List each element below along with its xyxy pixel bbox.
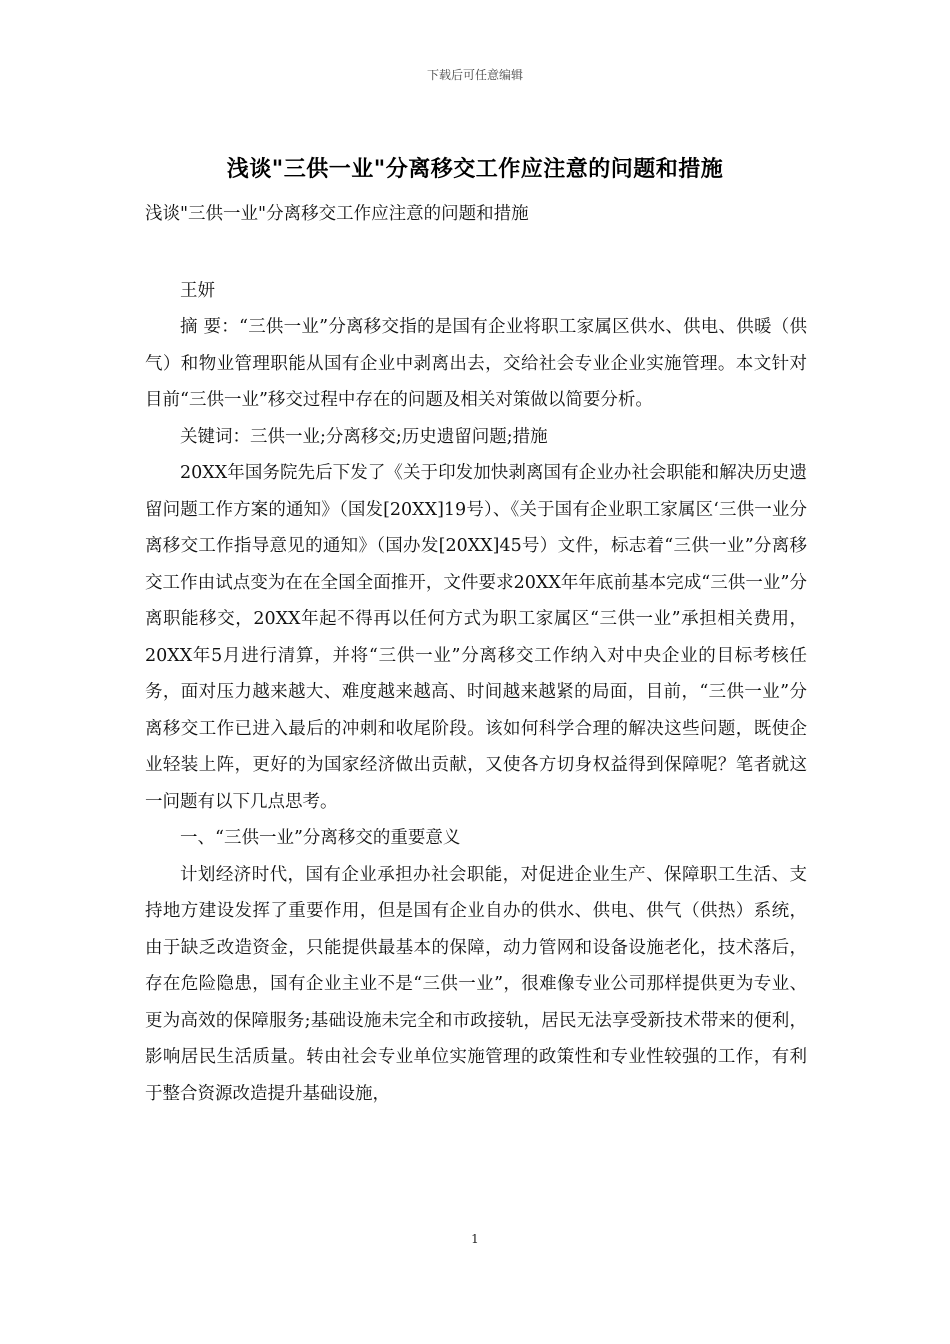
section-heading: 一、“三供一业”分离移交的重要意义 [180,828,461,848]
header-note: 下载后可任意编辑 [426,68,523,82]
blank-line [145,233,807,273]
keywords-line: 关键词：三供一业;分离移交;历史遗留问题;措施 [180,426,548,447]
page-number: 1 [471,1232,479,1246]
document-subtitle: 浅谈"三供一业"分离移交工作应注意的问题和措施 [145,204,529,224]
abstract-paragraph: 摘 要：“三供一业”分离移交指的是国有企业将职工家属区供水、供电、供暖（供气）和物业管理职能从国有企业中剥离出去，交给社会专业企业实施管理。本文针对目前“三供一业”移交过程中存在的问题及相关对策做以简要分析。 [145,317,807,410]
document-title: 浅谈"三供一业"分离移交工作应注意的问题和措施 [226,156,724,182]
body-paragraph: 计划经济时代，国有企业承担办社会职能，对促进企业生产、保障职工生活、支持地方建设发挥了重要作用，但是国有企业自办的供水、供电、供气（供热）系统，由于缺乏改造资金，只能提供最基本的保障，动力管网和设备设施老化，技术落后，存在危险隐患，国有企业主业不是“三供一业”，很难像专业公司那样提供更为专业、更为高效的保障服务;基础设施未完全和市政接轨，居民无法享受新技术带来的便利，影响居民生活质量。转由社会专业单位实施管理的政策性和专业性较强的工作，有利于整合资源改造提升基础设施， [145,864,807,1104]
author-name: 王妍 [180,280,215,301]
document-body [145,196,807,1112]
body-paragraph: 20XX年国务院先后下发了《关于印发加快剥离国有企业办社会职能和解决历史遗留问题工作方案的通知》（国发[20XX]19号）、《关于国有企业职工家属区‘三供一业分离移交工作指导意见的通知》（国办发[20XX]45号）文件，标志着“三供一业”分离移交工作由试点变为在在全国全面推开，文件要求20XX年年底前基本完成“三供一业”分离职能移交，20XX年起不得再以任何方式为职工家属区“三供一业”承担相关费用，20XX年5月进行清算，并将“三供一业”分离移交工作纳入对中央企业的目标考核任务，面对压力越来越大、难度越来越高、时间越来越紧的局面，目前，“三供一业”分离移交工作已进入最后的冲刺和收尾阶段。该如何科学合理的解决这些问题，既使企业轻装上阵，更好的为国家经济做出贡献，又使各方切身权益得到保障呢？笔者就这一问题有以下几点思考。 [145,463,807,812]
